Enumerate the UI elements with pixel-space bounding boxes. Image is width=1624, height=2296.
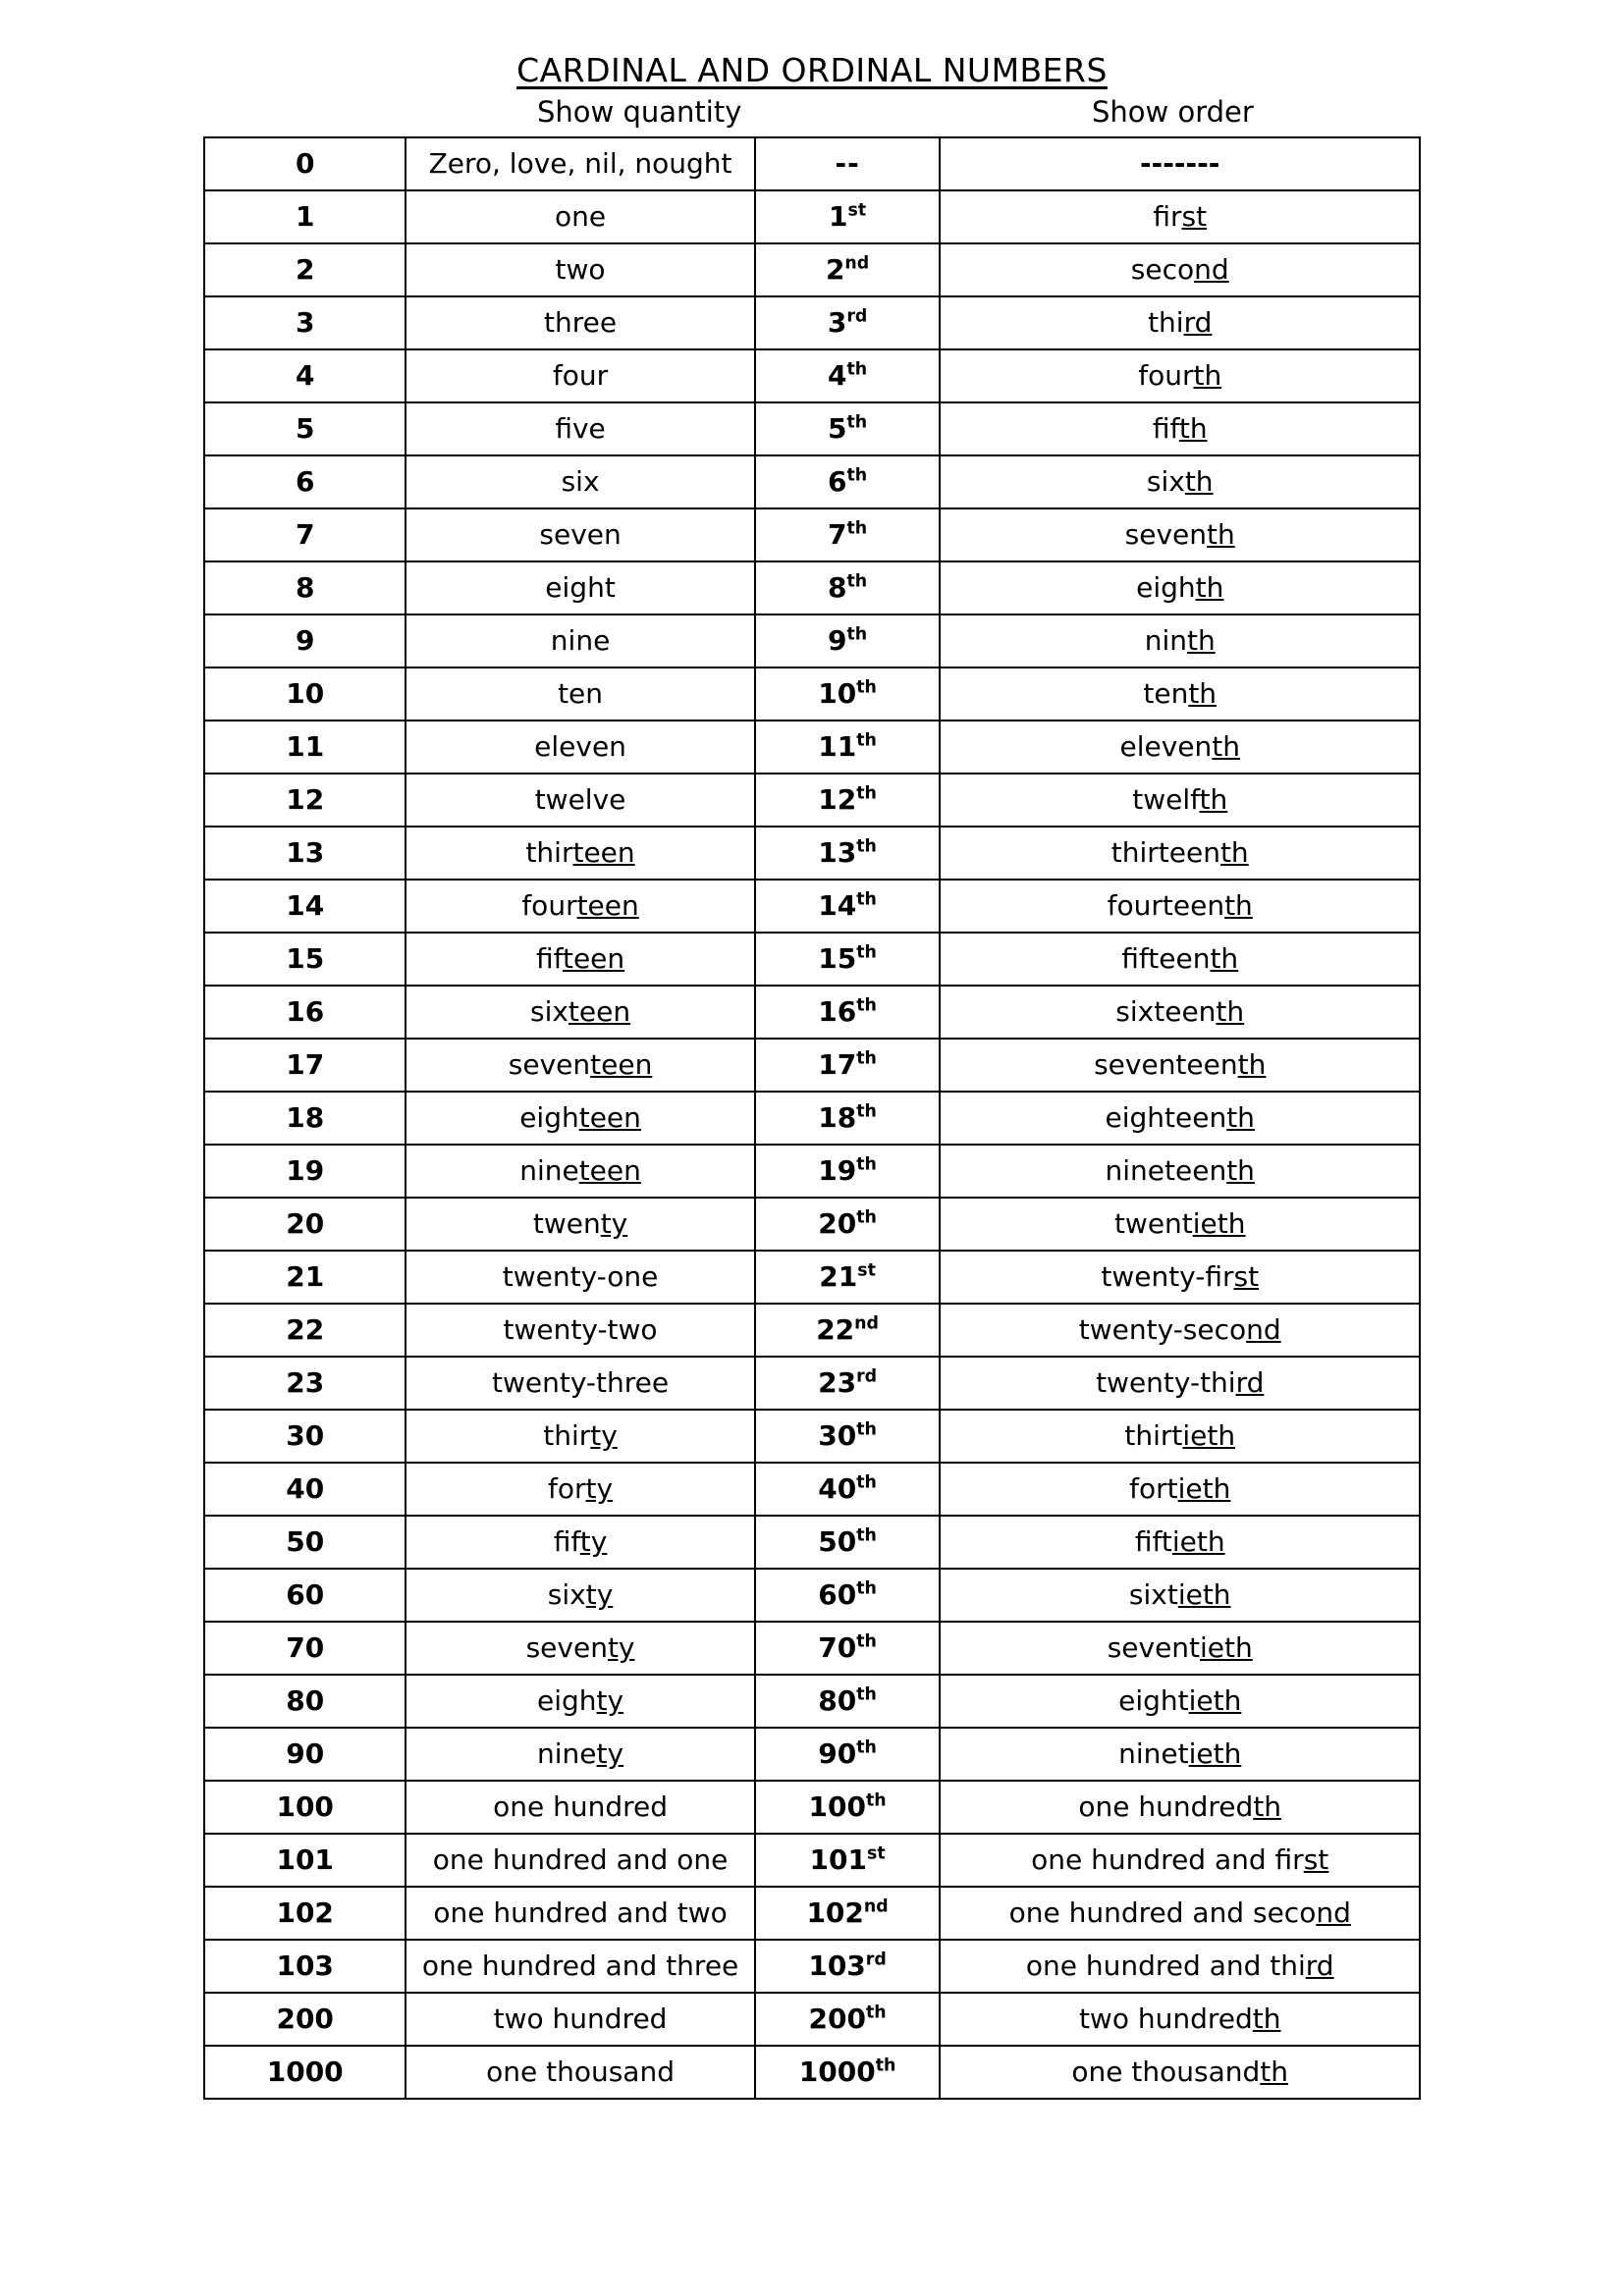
cell-cardinal-word: eleven	[406, 721, 754, 774]
table-row	[204, 349, 1420, 402]
cell-ordinal-figure: 70th	[755, 1622, 941, 1675]
cell-ordinal-figure: 5th	[755, 402, 941, 455]
cell-cardinal-word: eighty	[406, 1675, 754, 1728]
table-row	[204, 2046, 1420, 2099]
table-row	[204, 1622, 1420, 1675]
cell-ordinal-word: third	[940, 296, 1420, 349]
cell-ordinal-word: eightieth	[940, 1675, 1420, 1728]
table-row	[204, 190, 1420, 243]
cell-cardinal-word: seventeen	[406, 1039, 754, 1092]
cell-cardinal-word: one hundred and three	[406, 1940, 754, 1993]
cell-ordinal-figure: 2nd	[755, 243, 941, 296]
table-row	[204, 721, 1420, 774]
cell-ordinal-word: twenty-second	[940, 1304, 1420, 1357]
cell-ordinal-word: fourteenth	[940, 880, 1420, 933]
cell-cardinal-word: sixteen	[406, 986, 754, 1039]
cell-number: 22	[204, 1304, 406, 1357]
cell-ordinal-word: seventieth	[940, 1622, 1420, 1675]
cell-ordinal-word: one hundred and third	[940, 1940, 1420, 1993]
table-row	[204, 1887, 1420, 1940]
cell-ordinal-figure: 50th	[755, 1516, 941, 1569]
table-row	[204, 1940, 1420, 1993]
cell-cardinal-word: Zero, love, nil, nought	[406, 137, 754, 190]
cell-number: 50	[204, 1516, 406, 1569]
cell-number: 0	[204, 137, 406, 190]
cell-cardinal-word: one hundred	[406, 1781, 754, 1834]
cell-number: 5	[204, 402, 406, 455]
cell-cardinal-word: thirty	[406, 1410, 754, 1463]
table-row	[204, 614, 1420, 667]
cell-cardinal-word: fourteen	[406, 880, 754, 933]
cell-ordinal-word: thirteenth	[940, 827, 1420, 880]
cell-ordinal-word: fourth	[940, 349, 1420, 402]
cell-ordinal-figure: 100th	[755, 1781, 941, 1834]
cell-ordinal-figure: 14th	[755, 880, 941, 933]
cell-ordinal-figure: 6th	[755, 455, 941, 508]
cell-ordinal-word: one hundred and first	[940, 1834, 1420, 1887]
table-row	[204, 137, 1420, 190]
cell-ordinal-figure: 9th	[755, 614, 941, 667]
cell-ordinal-word: twentieth	[940, 1198, 1420, 1251]
table-row	[204, 402, 1420, 455]
cell-cardinal-word: one hundred and one	[406, 1834, 754, 1887]
cell-cardinal-word: nine	[406, 614, 754, 667]
cell-cardinal-word: forty	[406, 1463, 754, 1516]
cell-number: 80	[204, 1675, 406, 1728]
table-row	[204, 243, 1420, 296]
cell-ordinal-figure: 19th	[755, 1145, 941, 1198]
cell-ordinal-figure: 10th	[755, 667, 941, 721]
cell-cardinal-word: ten	[406, 667, 754, 721]
header-show-order: Show order	[1092, 95, 1254, 129]
table-row	[204, 1145, 1420, 1198]
cell-cardinal-word: twenty-one	[406, 1251, 754, 1304]
cell-ordinal-word: eleventh	[940, 721, 1420, 774]
cell-ordinal-word: ninth	[940, 614, 1420, 667]
cell-ordinal-figure: 3rd	[755, 296, 941, 349]
cell-number: 60	[204, 1569, 406, 1622]
cell-cardinal-word: four	[406, 349, 754, 402]
cell-ordinal-word: fifteenth	[940, 933, 1420, 986]
cell-cardinal-word: twenty-three	[406, 1357, 754, 1410]
cell-number: 12	[204, 774, 406, 827]
table-row	[204, 1410, 1420, 1463]
cell-cardinal-word: three	[406, 296, 754, 349]
cell-ordinal-figure: 101st	[755, 1834, 941, 1887]
cell-ordinal-word: thirtieth	[940, 1410, 1420, 1463]
table-row	[204, 880, 1420, 933]
cell-number: 11	[204, 721, 406, 774]
cell-cardinal-word: twenty-two	[406, 1304, 754, 1357]
cell-ordinal-word: seventeenth	[940, 1039, 1420, 1092]
cell-ordinal-word: fiftieth	[940, 1516, 1420, 1569]
cell-ordinal-figure: 4th	[755, 349, 941, 402]
cell-cardinal-word: two	[406, 243, 754, 296]
cell-number: 15	[204, 933, 406, 986]
cell-ordinal-figure: 12th	[755, 774, 941, 827]
table-row	[204, 667, 1420, 721]
cell-cardinal-word: eight	[406, 561, 754, 614]
cell-ordinal-word: second	[940, 243, 1420, 296]
cell-cardinal-word: one thousand	[406, 2046, 754, 2099]
cell-number: 19	[204, 1145, 406, 1198]
cell-ordinal-figure: 23rd	[755, 1357, 941, 1410]
cell-ordinal-figure: 200th	[755, 1993, 941, 2046]
cell-ordinal-word: -------	[940, 137, 1420, 190]
cell-ordinal-word: ninetieth	[940, 1728, 1420, 1781]
header-show-quantity: Show quantity	[537, 95, 742, 129]
cell-ordinal-word: twelfth	[940, 774, 1420, 827]
table-row	[204, 561, 1420, 614]
cell-ordinal-figure: 30th	[755, 1410, 941, 1463]
cell-ordinal-figure: 22nd	[755, 1304, 941, 1357]
cell-ordinal-figure: 21st	[755, 1251, 941, 1304]
cell-number: 102	[204, 1887, 406, 1940]
cell-ordinal-word: first	[940, 190, 1420, 243]
cell-ordinal-figure: 18th	[755, 1092, 941, 1145]
cell-cardinal-word: one	[406, 190, 754, 243]
table-row	[204, 1039, 1420, 1092]
table-row	[204, 986, 1420, 1039]
cell-cardinal-word: fifty	[406, 1516, 754, 1569]
cell-number: 14	[204, 880, 406, 933]
cell-number: 100	[204, 1781, 406, 1834]
cell-number: 101	[204, 1834, 406, 1887]
cell-number: 30	[204, 1410, 406, 1463]
cell-ordinal-word: seventh	[940, 508, 1420, 561]
table-row	[204, 296, 1420, 349]
cell-cardinal-word: two hundred	[406, 1993, 754, 2046]
cell-ordinal-figure: 17th	[755, 1039, 941, 1092]
cell-number: 13	[204, 827, 406, 880]
cell-number: 7	[204, 508, 406, 561]
cell-number: 1	[204, 190, 406, 243]
cell-ordinal-figure: 80th	[755, 1675, 941, 1728]
cell-cardinal-word: twelve	[406, 774, 754, 827]
table-row	[204, 1357, 1420, 1410]
cell-ordinal-word: nineteenth	[940, 1145, 1420, 1198]
cell-ordinal-word: twenty-first	[940, 1251, 1420, 1304]
cardinal-ordinal-table	[203, 136, 1421, 2100]
cell-cardinal-word: eighteen	[406, 1092, 754, 1145]
cell-cardinal-word: six	[406, 455, 754, 508]
cell-cardinal-word: seventy	[406, 1622, 754, 1675]
cell-ordinal-word: sixtieth	[940, 1569, 1420, 1622]
cell-cardinal-word: five	[406, 402, 754, 455]
cell-ordinal-figure: 11th	[755, 721, 941, 774]
cell-number: 21	[204, 1251, 406, 1304]
cell-number: 1000	[204, 2046, 406, 2099]
cell-ordinal-word: one thousandth	[940, 2046, 1420, 2099]
cell-ordinal-figure: 103rd	[755, 1940, 941, 1993]
table-row	[204, 1728, 1420, 1781]
table-row	[204, 1463, 1420, 1516]
cell-ordinal-figure: 13th	[755, 827, 941, 880]
cell-number: 23	[204, 1357, 406, 1410]
cell-ordinal-figure: 102nd	[755, 1887, 941, 1940]
cell-number: 3	[204, 296, 406, 349]
cell-ordinal-word: sixteenth	[940, 986, 1420, 1039]
cell-number: 103	[204, 1940, 406, 1993]
table-row	[204, 508, 1420, 561]
cell-ordinal-word: eighth	[940, 561, 1420, 614]
cell-number: 90	[204, 1728, 406, 1781]
cell-ordinal-word: twenty-third	[940, 1357, 1420, 1410]
column-headers	[203, 95, 1421, 136]
table-row	[204, 1516, 1420, 1569]
cell-number: 200	[204, 1993, 406, 2046]
cell-ordinal-figure: 20th	[755, 1198, 941, 1251]
cell-cardinal-word: fifteen	[406, 933, 754, 986]
cell-cardinal-word: twenty	[406, 1198, 754, 1251]
table-row	[204, 933, 1420, 986]
cell-ordinal-figure: 90th	[755, 1728, 941, 1781]
cell-number: 10	[204, 667, 406, 721]
table-row	[204, 827, 1420, 880]
cell-number: 2	[204, 243, 406, 296]
cell-ordinal-figure: --	[755, 137, 941, 190]
table-row	[204, 1251, 1420, 1304]
table-row	[204, 774, 1420, 827]
cell-ordinal-figure: 16th	[755, 986, 941, 1039]
cell-number: 4	[204, 349, 406, 402]
cell-number: 40	[204, 1463, 406, 1516]
cell-ordinal-word: sixth	[940, 455, 1420, 508]
table-row	[204, 1569, 1420, 1622]
cell-ordinal-word: tenth	[940, 667, 1420, 721]
table-row	[204, 1675, 1420, 1728]
page-title: CARDINAL AND ORDINAL NUMBERS	[516, 51, 1108, 89]
cell-number: 8	[204, 561, 406, 614]
table-row	[204, 1781, 1420, 1834]
table-row	[204, 455, 1420, 508]
cell-number: 17	[204, 1039, 406, 1092]
cell-ordinal-figure: 1st	[755, 190, 941, 243]
cell-ordinal-word: one hundred and second	[940, 1887, 1420, 1940]
cell-ordinal-figure: 40th	[755, 1463, 941, 1516]
cell-ordinal-figure: 60th	[755, 1569, 941, 1622]
table-row	[204, 1198, 1420, 1251]
cell-number: 18	[204, 1092, 406, 1145]
cell-cardinal-word: seven	[406, 508, 754, 561]
cell-ordinal-word: fortieth	[940, 1463, 1420, 1516]
cell-cardinal-word: one hundred and two	[406, 1887, 754, 1940]
cell-cardinal-word: thirteen	[406, 827, 754, 880]
cell-cardinal-word: nineteen	[406, 1145, 754, 1198]
cell-ordinal-word: one hundredth	[940, 1781, 1420, 1834]
cell-ordinal-word: eighteenth	[940, 1092, 1420, 1145]
cell-cardinal-word: ninety	[406, 1728, 754, 1781]
cell-number: 70	[204, 1622, 406, 1675]
cell-ordinal-figure: 1000th	[755, 2046, 941, 2099]
cell-ordinal-word: fifth	[940, 402, 1420, 455]
table-row	[204, 1092, 1420, 1145]
table-row	[204, 1304, 1420, 1357]
cell-ordinal-figure: 8th	[755, 561, 941, 614]
cell-cardinal-word: sixty	[406, 1569, 754, 1622]
cell-number: 20	[204, 1198, 406, 1251]
cell-number: 6	[204, 455, 406, 508]
cell-ordinal-word: two hundredth	[940, 1993, 1420, 2046]
cell-ordinal-figure: 7th	[755, 508, 941, 561]
table-row	[204, 1993, 1420, 2046]
cell-ordinal-figure: 15th	[755, 933, 941, 986]
cell-number: 16	[204, 986, 406, 1039]
cell-number: 9	[204, 614, 406, 667]
table-row	[204, 1834, 1420, 1887]
